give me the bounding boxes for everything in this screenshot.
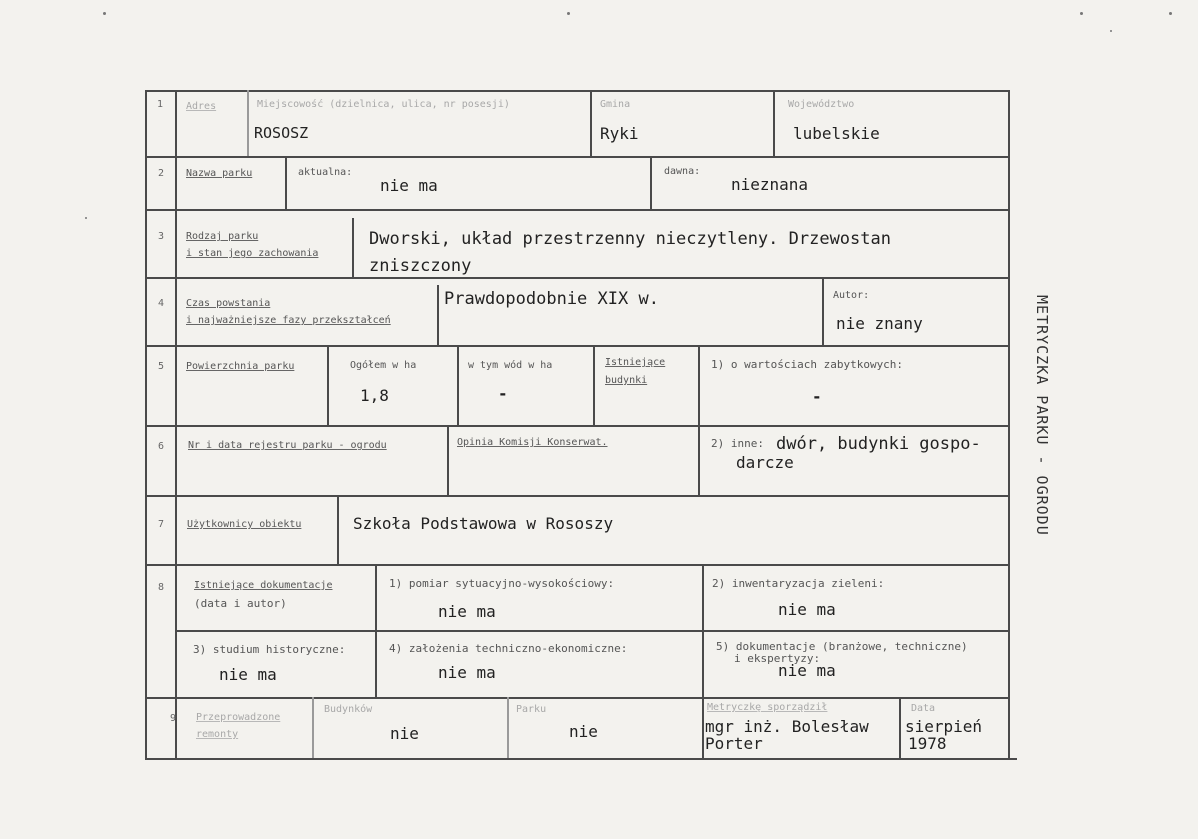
- aktualna-value: nie ma: [380, 176, 438, 195]
- row-divider: [145, 345, 1009, 347]
- miejscowosc-label: Miejscowość (dzielnica, ulica, nr posesji): [257, 99, 510, 110]
- cell-divider: [285, 156, 287, 209]
- row-divider: [145, 564, 1009, 566]
- cell-divider: [337, 495, 339, 564]
- przeprowadzone-remonty-label-cont: remonty: [196, 729, 239, 740]
- cell-divider: [352, 218, 354, 277]
- wartosci-zabytkowe-label: 1) o wartościach zabytkowych:: [711, 358, 904, 371]
- cell-divider: [773, 90, 775, 156]
- rodzaj-parku-label: Rodzaj parku: [186, 231, 259, 242]
- zalozenia-label: 4) założenia techniczno-ekonomiczne:: [389, 642, 628, 655]
- side-title: METRYCZKA PARKU - OGRODU: [1033, 295, 1051, 536]
- zalozenia-value: nie ma: [438, 663, 496, 682]
- cell-divider: [590, 90, 592, 156]
- cell-divider: [702, 564, 704, 697]
- ogolem-label: Ogółem w ha: [350, 360, 417, 371]
- cell-divider: [698, 345, 700, 425]
- cell-divider: [507, 697, 509, 758]
- parku-label: Parku: [516, 704, 547, 715]
- fazy-przeksztalcen-label: i najważniejsze fazy przekształceń: [186, 315, 391, 326]
- stan-zachowania-label: i stan jego zachowania: [186, 248, 319, 259]
- ogolem-value: 1,8: [360, 386, 389, 405]
- data-label: Data: [911, 703, 936, 714]
- scan-speck: [103, 12, 106, 15]
- row-number: 9: [170, 713, 177, 724]
- uzytkownicy-label: Użytkownicy obiektu: [187, 519, 302, 530]
- czas-powstania-label: Czas powstania: [186, 298, 271, 309]
- cell-divider: [247, 90, 249, 156]
- cell-divider: [698, 425, 700, 495]
- rejestr-label: Nr i data rejestru parku - ogrodu: [188, 440, 387, 451]
- parku-value: nie: [569, 722, 598, 741]
- cell-divider: [457, 345, 459, 425]
- opinia-komisji-label: Opinia Komisji Konserwat.: [457, 437, 608, 448]
- przeprowadzone-remonty-label: Przeprowadzone: [196, 712, 281, 723]
- powierzchnia-label: Powierzchnia parku: [186, 361, 295, 372]
- scan-speck: [1080, 12, 1083, 15]
- cell-divider: [447, 425, 449, 495]
- row-divider: [145, 697, 1009, 699]
- ekspertyzy-label: i ekspertyzy:: [734, 652, 821, 665]
- cell-divider: [312, 697, 314, 758]
- czas-powstania-value: Prawdopodobnie XIX w.: [444, 289, 659, 309]
- row-number: 2: [158, 168, 165, 179]
- uzytkownicy-value: Szkoła Podstawowa w Rososzy: [353, 514, 614, 533]
- dokumentacje-label-cont: (data i autor): [194, 597, 287, 610]
- table-bottom-border: [145, 758, 1017, 760]
- row-divider: [145, 156, 1009, 158]
- inwentaryzacja-value: nie ma: [778, 600, 836, 619]
- scan-speck: [567, 12, 570, 15]
- scan-speck: [1169, 12, 1172, 15]
- rodzaj-parku-value: Dworski, układ przestrzenny nieczytleny. Drzewostan: [369, 229, 891, 249]
- row-divider: [145, 277, 1009, 279]
- budynkow-value: nie: [390, 724, 419, 743]
- cell-divider: [593, 345, 595, 425]
- wojewodztwo-label: Województwo: [788, 99, 855, 110]
- row-number: 5: [158, 361, 165, 372]
- data-value-cont: 1978: [908, 734, 947, 753]
- table-top-border: [145, 90, 1009, 92]
- nazwa-parku-label: Nazwa parku: [186, 168, 253, 179]
- scan-speck: [1110, 30, 1112, 32]
- pomiar-label: 1) pomiar sytuacyjno-wysokościowy:: [389, 577, 615, 590]
- row-number: 7: [158, 519, 165, 530]
- row-number: 3: [158, 231, 165, 242]
- row-number: 4: [158, 298, 165, 309]
- sporzadzil-value-cont: Porter: [705, 734, 763, 753]
- studium-label: 3) studium historyczne:: [193, 643, 346, 656]
- dawna-label: dawna:: [664, 166, 701, 177]
- inne-budynki-value: dwór, budynki gospo-: [776, 434, 981, 454]
- dawna-value: nieznana: [731, 175, 809, 194]
- cell-divider: [327, 345, 329, 425]
- row-number: 1: [157, 99, 164, 110]
- row-divider: [175, 630, 1009, 632]
- rodzaj-parku-value-cont: zniszczony: [369, 256, 472, 276]
- budynkow-label: Budynków: [324, 704, 373, 715]
- dokumentacje-branzowe-label: 5) dokumentacje (branżowe, techniczne): [716, 640, 968, 653]
- dokumentacje-branzowe-value: nie ma: [778, 661, 836, 680]
- wod-label: w tym wód w ha: [468, 360, 553, 371]
- istniejace-budynki-label: Istniejące: [605, 357, 666, 368]
- inwentaryzacja-label: 2) inwentaryzacja zieleni:: [712, 577, 885, 590]
- row-divider: [145, 209, 1009, 211]
- studium-value: nie ma: [219, 665, 277, 684]
- number-column-divider: [175, 90, 177, 758]
- data-value: sierpień: [905, 717, 983, 736]
- istniejace-budynki-label-cont: budynki: [605, 375, 648, 386]
- inne-budynki-value-cont: darcze: [736, 453, 794, 472]
- row-number: 6: [158, 441, 165, 452]
- cell-divider: [650, 156, 652, 209]
- gmina-value: Ryki: [600, 124, 639, 143]
- dokumentacje-label: Istniejące dokumentacje: [194, 580, 333, 591]
- cell-divider: [437, 285, 439, 345]
- sporzadzil-label: Metryczkę sporządził: [707, 702, 828, 713]
- row-divider: [145, 425, 1009, 427]
- cell-divider: [375, 564, 377, 697]
- row-number: 8: [158, 582, 165, 593]
- miejscowosc-value: ROSOSZ: [254, 124, 309, 142]
- inne-budynki-label: 2) inne:: [711, 437, 764, 450]
- gmina-label: Gmina: [600, 99, 631, 110]
- aktualna-label: aktualna:: [298, 167, 353, 178]
- cell-divider: [899, 697, 901, 758]
- row-divider: [145, 495, 1009, 497]
- autor-value: nie znany: [836, 314, 923, 333]
- wojewodztwo-value: lubelskie: [793, 124, 880, 143]
- sporzadzil-value: mgr inż. Bolesław: [705, 717, 869, 736]
- pomiar-value: nie ma: [438, 602, 496, 621]
- table-left-border: [145, 90, 147, 758]
- table-right-border: [1008, 90, 1010, 758]
- adres-label: Adres: [186, 101, 217, 112]
- autor-label: Autor:: [833, 290, 870, 301]
- cell-divider: [822, 277, 824, 345]
- wod-value: -: [498, 384, 508, 403]
- scan-speck: [85, 217, 87, 219]
- cell-divider: [702, 697, 704, 758]
- wartosci-zabytkowe-value: -: [812, 387, 822, 406]
